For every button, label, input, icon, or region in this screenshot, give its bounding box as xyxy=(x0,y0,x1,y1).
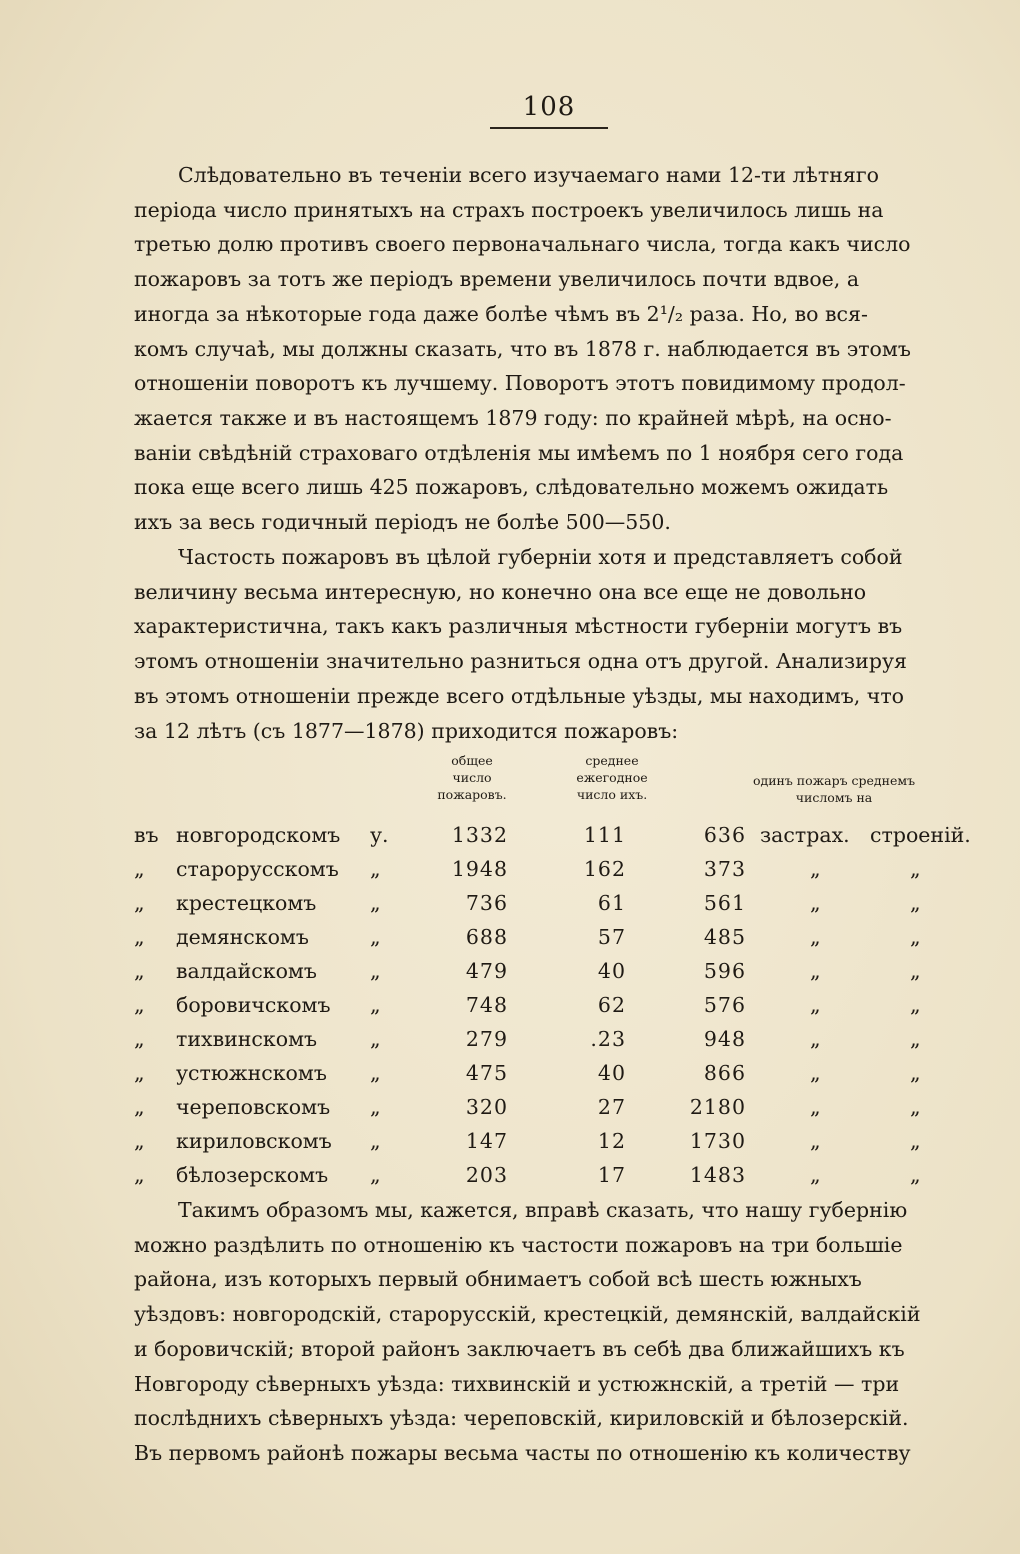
table-row xyxy=(134,818,984,852)
unit-buildings: „ xyxy=(910,1129,921,1153)
district-abbr: „ xyxy=(370,993,381,1017)
district-name: крестецкомъ xyxy=(176,891,317,915)
total-fires: 203 xyxy=(465,1163,508,1187)
text-line: можно раздѣлить по отношенію къ частости пожаровъ на три большіе xyxy=(134,1232,903,1257)
total-fires: 736 xyxy=(465,891,508,915)
text-line: ихъ за весь годичный періодъ не болѣе 500—550. xyxy=(134,510,671,535)
district-name: череповскомъ xyxy=(176,1095,331,1119)
annual-average: 40 xyxy=(597,1061,626,1085)
district-abbr: „ xyxy=(370,857,381,881)
annual-average: .23 xyxy=(590,1027,626,1051)
unit-buildings: „ xyxy=(910,1027,921,1051)
annual-average: 40 xyxy=(597,959,626,983)
buildings-per-fire: 596 xyxy=(703,959,746,983)
text-line: комъ случаѣ, мы должны сказать, что въ 1878 г. наблюдается въ этомъ xyxy=(134,336,911,361)
district-abbr: „ xyxy=(370,1061,381,1085)
paragraph-3 xyxy=(134,1193,970,1471)
text-line: Такимъ образомъ мы, кажется, вправѣ сказать, что нашу губернію xyxy=(178,1198,908,1222)
header-annual-average xyxy=(542,752,682,803)
row-prefix: „ xyxy=(134,1061,145,1085)
district-abbr: „ xyxy=(370,1163,381,1187)
annual-average: 111 xyxy=(583,823,626,847)
row-prefix: „ xyxy=(134,1163,145,1187)
table-row xyxy=(134,1124,984,1158)
total-fires: 1948 xyxy=(451,857,508,881)
annual-average: 17 xyxy=(597,1163,626,1187)
row-prefix: „ xyxy=(134,993,145,1017)
annual-average: 61 xyxy=(597,891,626,915)
table-row xyxy=(134,920,984,954)
buildings-per-fire: 1483 xyxy=(689,1163,746,1187)
district-abbr: „ xyxy=(370,1095,381,1119)
buildings-per-fire: 485 xyxy=(703,925,746,949)
header-line: числомъ на xyxy=(795,790,873,805)
row-prefix: „ xyxy=(134,959,145,983)
buildings-per-fire: 373 xyxy=(703,857,746,881)
buildings-per-fire: 561 xyxy=(703,891,746,915)
unit-insured: „ xyxy=(810,857,821,881)
table-row xyxy=(134,954,984,988)
text-line: пожаровъ за тотъ же періодъ времени увеличилось почти вдвое, а xyxy=(134,267,860,292)
total-fires: 279 xyxy=(465,1027,508,1051)
row-prefix: „ xyxy=(134,1095,145,1119)
paragraph-1 xyxy=(134,158,970,540)
header-line: одинъ пожаръ среднемъ xyxy=(752,773,916,788)
district-abbr: у. xyxy=(370,823,389,847)
total-fires: 320 xyxy=(465,1095,508,1119)
text-line: Въ первомъ районѣ пожары весьма часты по отношенію къ количеству xyxy=(134,1440,911,1465)
row-prefix: „ xyxy=(134,1129,145,1153)
unit-insured: „ xyxy=(810,993,821,1017)
district-name: бѣлозерскомъ xyxy=(176,1163,329,1187)
table-row xyxy=(134,1158,984,1192)
text-line: за 12 лѣтъ (съ 1877—1878) приходится пожаровъ: xyxy=(134,718,679,743)
unit-buildings: строеній. xyxy=(870,823,971,847)
text-line: отношеніи поворотъ къ лучшему. Поворотъ этотъ повидимому продол- xyxy=(134,371,906,396)
text-line: послѣднихъ сѣверныхъ уѣзда: череповскій, кириловскій и бѣлозерскій. xyxy=(134,1406,909,1431)
header-line: пожаровъ. xyxy=(437,787,507,802)
unit-insured: „ xyxy=(810,1027,821,1051)
district-name: валдайскомъ xyxy=(176,959,317,983)
text-line: иногда за нѣкоторые года даже болѣе чѣмъ въ 2¹/₂ раза. Но, во вся- xyxy=(134,301,868,326)
district-abbr: „ xyxy=(370,1027,381,1051)
page-number: 108 xyxy=(522,92,576,122)
header-line: число xyxy=(452,770,492,785)
table-row xyxy=(134,852,984,886)
district-name: старорусскомъ xyxy=(176,857,339,881)
text-line: величину весьма интересную, но конечно она все еще не довольно xyxy=(134,579,867,604)
unit-insured: „ xyxy=(810,1129,821,1153)
text-line: въ этомъ отношеніи прежде всего отдѣльные уѣзды, мы находимъ, что xyxy=(134,683,905,708)
text-line: періода число принятыхъ на страхъ построекъ увеличилось лишь на xyxy=(134,197,884,222)
unit-insured: „ xyxy=(810,891,821,915)
header-line: общее xyxy=(451,753,493,768)
unit-insured: „ xyxy=(810,1095,821,1119)
row-prefix: „ xyxy=(134,1027,145,1051)
unit-buildings: „ xyxy=(910,1095,921,1119)
text-line: Новгороду сѣверныхъ уѣзда: тихвинскій и устюжнскій, а третій — три xyxy=(134,1371,900,1396)
header-line: среднее xyxy=(585,753,639,768)
district-name: тихвинскомъ xyxy=(176,1027,318,1051)
total-fires: 479 xyxy=(465,959,508,983)
unit-insured: „ xyxy=(810,925,821,949)
total-fires: 1332 xyxy=(451,823,508,847)
district-abbr: „ xyxy=(370,959,381,983)
annual-average: 57 xyxy=(597,925,626,949)
district-abbr: „ xyxy=(370,1129,381,1153)
total-fires: 147 xyxy=(465,1129,508,1153)
header-line: ежегодное xyxy=(576,770,648,785)
district-abbr: „ xyxy=(370,891,381,915)
text-line: Частость пожаровъ въ цѣлой губерніи хотя и представляетъ собой xyxy=(178,545,903,569)
text-line: Слѣдовательно въ теченіи всего изучаемаго нами 12-ти лѣтняго xyxy=(178,163,879,187)
text-line: этомъ отношеніи значительно разниться одна отъ другой. Анализируя xyxy=(134,649,907,674)
row-prefix: „ xyxy=(134,857,145,881)
unit-buildings: „ xyxy=(910,891,921,915)
header-buildings-per-fire xyxy=(714,772,954,806)
unit-insured: „ xyxy=(810,959,821,983)
annual-average: 62 xyxy=(597,993,626,1017)
text-line: жается также и въ настоящемъ 1879 году: по крайней мѣрѣ, на осно- xyxy=(134,405,892,430)
table-row xyxy=(134,1090,984,1124)
unit-insured: „ xyxy=(810,1163,821,1187)
unit-buildings: „ xyxy=(910,857,921,881)
table-row xyxy=(134,886,984,920)
district-name: новгородскомъ xyxy=(176,823,341,847)
table-row xyxy=(134,1022,984,1056)
text-line: третью долю противъ своего первоначальнаго числа, тогда какъ число xyxy=(134,232,911,257)
header-line: число ихъ. xyxy=(576,787,648,802)
row-prefix: въ xyxy=(134,823,159,847)
buildings-per-fire: 2180 xyxy=(689,1095,746,1119)
unit-insured: „ xyxy=(810,1061,821,1085)
unit-buildings: „ xyxy=(910,1163,921,1187)
total-fires: 688 xyxy=(465,925,508,949)
text-line: уѣздовъ: новгородскій, старорусскій, крестецкій, демянскій, валдайскій xyxy=(134,1302,921,1327)
page-number-rule xyxy=(490,127,608,129)
buildings-per-fire: 866 xyxy=(703,1061,746,1085)
text-line: пока еще всего лишь 425 пожаровъ, слѣдовательно можемъ ожидать xyxy=(134,475,889,500)
district-name: боровичскомъ xyxy=(176,993,331,1017)
row-prefix: „ xyxy=(134,891,145,915)
total-fires: 475 xyxy=(465,1061,508,1085)
table-row xyxy=(134,1056,984,1090)
unit-buildings: „ xyxy=(910,993,921,1017)
header-total-fires xyxy=(412,752,532,803)
text-line: характеристична, такъ какъ различныя мѣстности губерніи могутъ въ xyxy=(134,614,903,639)
annual-average: 27 xyxy=(597,1095,626,1119)
annual-average: 162 xyxy=(583,857,626,881)
text-line: и боровичскій; второй районъ заключаетъ въ себѣ два ближайшихъ къ xyxy=(134,1336,905,1361)
buildings-per-fire: 636 xyxy=(703,823,746,847)
unit-buildings: „ xyxy=(910,1061,921,1085)
buildings-per-fire: 1730 xyxy=(689,1129,746,1153)
paragraph-2 xyxy=(134,540,970,748)
district-name: демянскомъ xyxy=(176,925,309,949)
district-name: устюжнскомъ xyxy=(176,1061,327,1085)
text-line: района, изъ которыхъ первый обнимаетъ собой всѣ шесть южныхъ xyxy=(134,1267,862,1292)
district-abbr: „ xyxy=(370,925,381,949)
text-line: ваніи свѣдѣній страховаго отдѣленія мы имѣемъ по 1 ноября сего года xyxy=(134,440,904,465)
unit-insured: застрах. xyxy=(760,823,850,847)
annual-average: 12 xyxy=(597,1129,626,1153)
buildings-per-fire: 948 xyxy=(703,1027,746,1051)
unit-buildings: „ xyxy=(910,925,921,949)
total-fires: 748 xyxy=(465,993,508,1017)
district-name: кириловскомъ xyxy=(176,1129,332,1153)
unit-buildings: „ xyxy=(910,959,921,983)
row-prefix: „ xyxy=(134,925,145,949)
table-row xyxy=(134,988,984,1022)
fires-by-district-table xyxy=(134,752,984,1202)
buildings-per-fire: 576 xyxy=(703,993,746,1017)
